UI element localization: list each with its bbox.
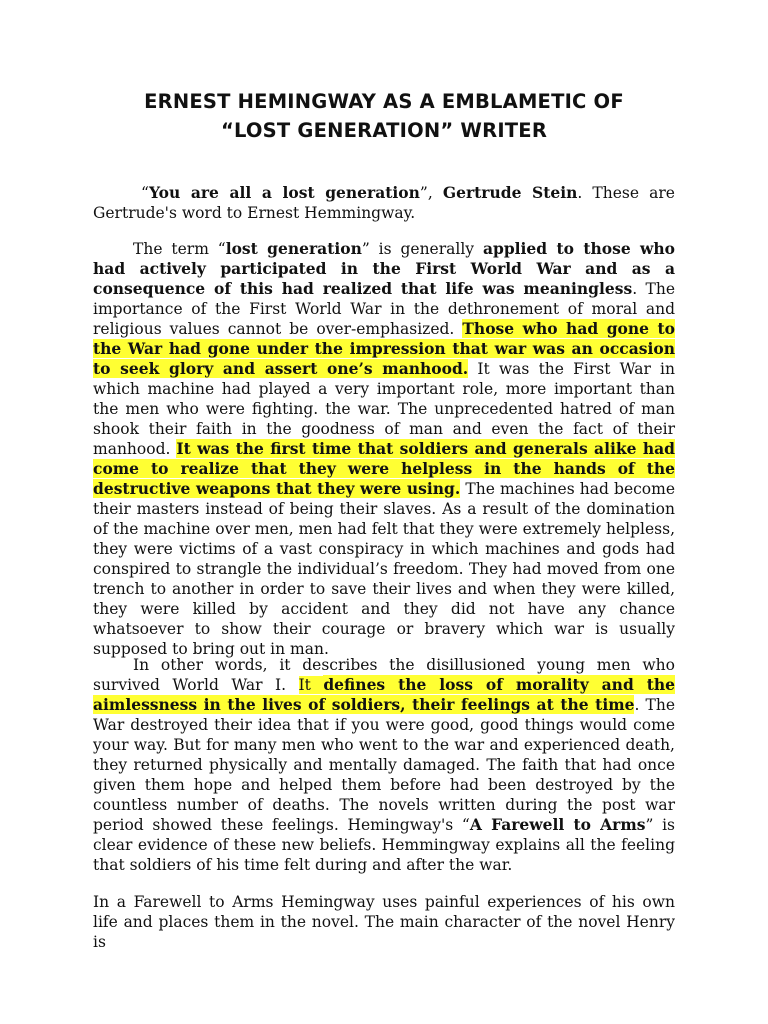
p3-book-title: A Farewell to Arms	[469, 815, 646, 834]
p2-definition: applied to those who had actively participated in the First World War and as a consequence of this had realized that life was meaningless	[93, 239, 675, 298]
p2-text-1: The term “	[133, 240, 226, 258]
p3-text-2: . The War destroyed their idea that if you were good, good things would come your way. But for many men who went to the war and experienced death, they returned physically and mentally damaged. The faith that had once given them hope and helped them before had been destroyed by the countless number of deaths. The novels written during the post war period showed these feelings. Hemingway's “	[93, 696, 675, 834]
p1-close-quote: ”,	[419, 184, 443, 202]
p2-term: lost generation	[225, 239, 362, 258]
p3-highlight-definition: defines the loss of morality and the aimlessness in the lives of soldiers, their feelings at the time	[93, 675, 676, 714]
p2-highlight-1: Those who had gone to the War had gone under the impression that war was an occasion to seek glory and assert one’s manhood.	[93, 319, 675, 378]
title-line-1: ERNEST HEMINGWAY AS A EMBLAMETIC OF	[144, 90, 624, 113]
p3-text-1: In other words, it describes the disillusioned young men who survived World War I.	[93, 656, 675, 694]
p2-text-3: . The importance of the First World War in the dethronement of moral and religious values cannot be over-emphasized.	[93, 280, 675, 338]
title-line-2: “LOST GENERATION” WRITER	[220, 119, 548, 142]
paragraph-2	[93, 239, 675, 659]
p4-text: In a Farewell to Arms Hemingway uses painful experiences of his own life and places them in the novel. The main character of the novel Henry is	[93, 893, 675, 951]
paragraph-4	[93, 892, 675, 952]
p1-open-quote: “	[141, 184, 149, 202]
p2-highlight-2: It was the first time that soldiers and generals alike had come to realize that they were helpless in the hands of the destructive weapons that they were using.	[93, 439, 675, 498]
p2-text-4: It was the First War in which machine had played a very important role, more important than the men who were fighting. the war. The unprecedented hatred of man shook their faith in the goodness of man and even the fact of their manhood.	[93, 360, 675, 458]
p2-text-2: ” is generally	[361, 240, 483, 258]
p2-text-5: The machines had become their masters instead of being their slaves. As a result of the domination of the machine over men, men had felt that they were extremely helpless, they were victims of a vast conspiracy in which machines and gods had conspired to strangle the individual’s freedom. They had moved from one trench to another in order to save their lives and when they were killed, they were killed by accident and they did not have any chance whatsoever to show their courage or bravery which war is usually supposed to bring out in man.	[93, 480, 676, 658]
p1-author: Gertrude Stein	[442, 183, 578, 202]
p3-highlight-it: It	[298, 676, 324, 694]
p3-text-3: ” is clear evidence of these new beliefs. Hemmingway explains all the feeling that soldiers of his time felt during and after the war.	[93, 816, 675, 874]
p1-quote: You are all a lost generation	[148, 183, 420, 202]
paragraph-3	[93, 655, 675, 875]
p1-rest: . These are Gertrude's word to Ernest Hemmingway.	[93, 184, 675, 222]
paragraph-1	[93, 183, 675, 223]
